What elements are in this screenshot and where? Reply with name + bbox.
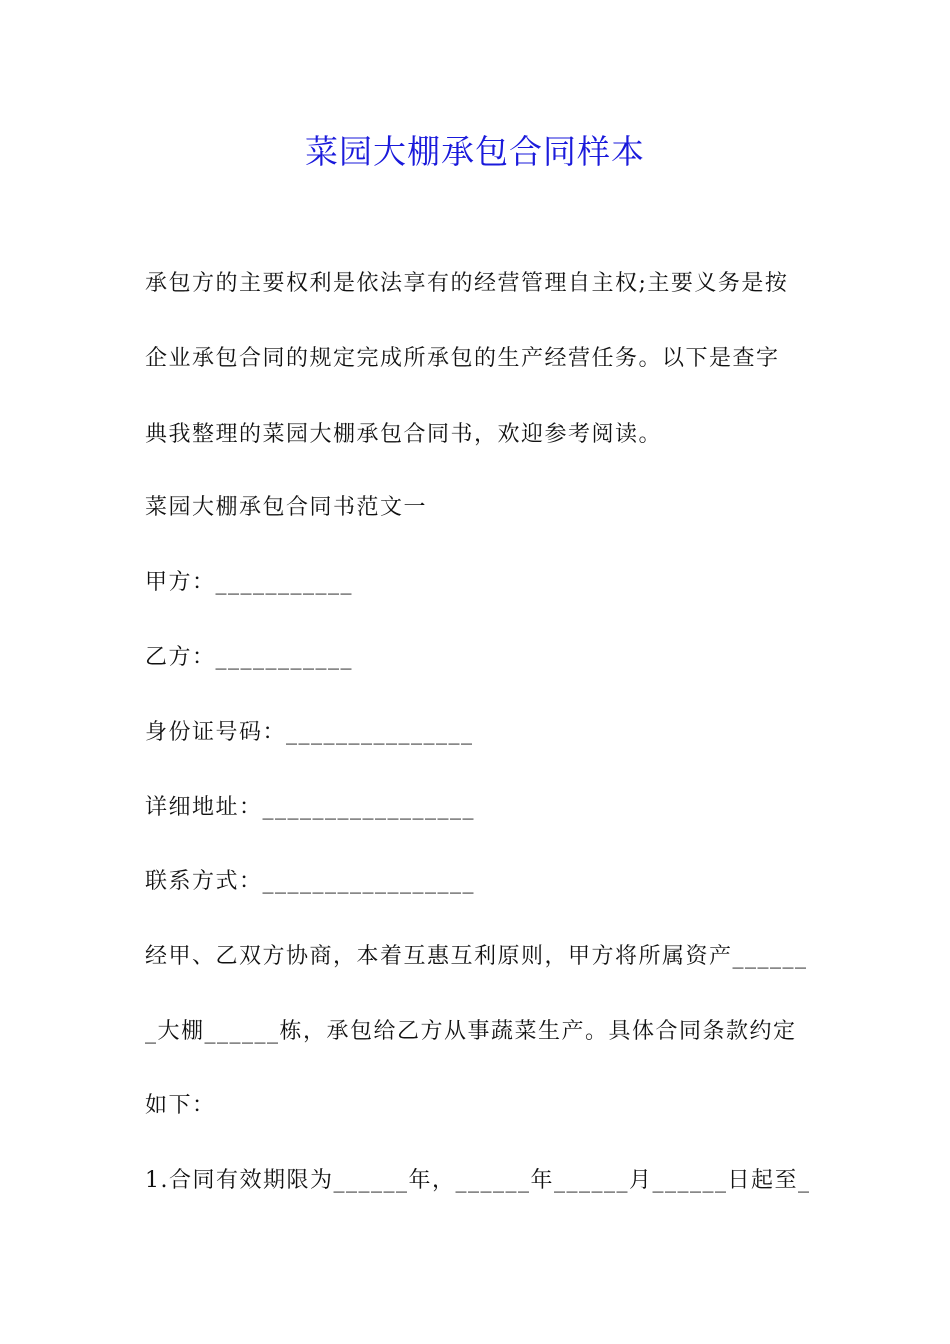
clause-1-line: 1.合同有效期限为______年，______年______月______日起至_ bbox=[145, 1168, 811, 1193]
intro-line-3: 典我整理的菜园大棚承包合同书，欢迎参考阅读。 bbox=[145, 422, 663, 447]
agreement-line-1: 经甲、乙双方协商，本着互惠互利原则，甲方将所属资产______ bbox=[145, 944, 808, 969]
agreement-line-3: 如下： bbox=[145, 1093, 216, 1118]
address-field: 详细地址：_________________ bbox=[145, 795, 476, 820]
section-heading: 菜园大棚承包合同书范文一 bbox=[145, 495, 428, 520]
agreement-line-2: _大棚______栋，承包给乙方从事蔬菜生产。具体合同条款约定 bbox=[145, 1019, 797, 1044]
document-title: 菜园大棚承包合同样本 bbox=[305, 132, 645, 171]
party-a-field: 甲方：___________ bbox=[145, 570, 354, 595]
party-b-field: 乙方：___________ bbox=[145, 645, 354, 670]
intro-line-2: 企业承包合同的规定完成所承包的生产经营任务。以下是查字 bbox=[145, 346, 780, 371]
intro-line-1: 承包方的主要权利是依法享有的经营管理自主权;主要义务是按 bbox=[145, 271, 789, 296]
id-number-field: 身份证号码：_______________ bbox=[145, 720, 474, 745]
contact-field: 联系方式：_________________ bbox=[145, 869, 476, 894]
